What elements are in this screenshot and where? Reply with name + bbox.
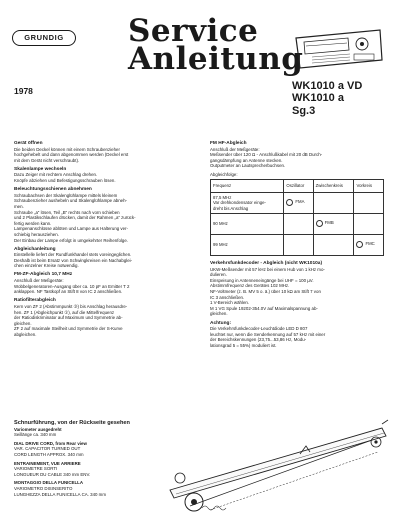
text-line: Dazu Zeiger mit rechtem Anschlag drehen. — [14, 172, 98, 178]
text-line: Schraubenzieher aushebeln und Skalenglühlampe abneh- — [14, 198, 128, 204]
alignment-point — [316, 220, 334, 227]
text-line: gleichen. — [210, 311, 228, 317]
alignment-point — [356, 241, 374, 248]
text-line: Die beiden Deckel können mit einem Schraubenzieher — [14, 146, 120, 152]
table-cell-zw — [313, 235, 354, 256]
section-heading: Abgleichanleitung — [14, 246, 56, 252]
table-row — [211, 193, 384, 214]
model-wk1010a-vd: WK1010 a VD — [292, 80, 363, 92]
traffic-decoder-heading: Verkehrsfunkdecoder - Abgleich (nicht WK1010a) — [210, 261, 323, 267]
dial-cord-length: Seillänge ca. 340 mm — [14, 432, 57, 438]
note-heading: Achtung: — [210, 320, 232, 326]
text-line: Schraubachsen der Skalenglühlampe mittels kleinem — [14, 192, 118, 198]
text-line: 1 V-Bereich wählen. — [210, 300, 250, 306]
alignment-point-icon — [356, 241, 363, 248]
table-title: Abgleichfolge: — [210, 172, 238, 178]
text-line: der Ratiodiskriminator auf Maximum und Symmetrie ab- — [14, 315, 123, 321]
fm-hf-text — [210, 147, 388, 169]
text-line: Kern von ZF 2 (Abstimmpunkt ③) bis Anschlag herausdre- — [14, 303, 128, 309]
section-heading: Skalenlampe wechseln — [14, 166, 67, 172]
translation-heading: DIAL DRIVE CORD, from Rear view — [14, 440, 87, 446]
translation-line: LUNGHEZZA DELLA FUNICELLA CA. 340 mm — [14, 491, 106, 497]
table-header-row — [211, 180, 384, 193]
table-cell-vor — [354, 214, 384, 235]
table-header-cell: Frequenz — [211, 180, 284, 193]
table-cell-frequency: 99 MHz — [211, 235, 284, 256]
text-line: gleichen. — [14, 320, 32, 326]
title-anleitung: Anleitung — [128, 41, 304, 77]
right-text-column — [210, 141, 388, 352]
year-label: 1978 — [14, 86, 33, 96]
text-line: Outputmeter an Lautsprecherbuchsen. — [210, 163, 286, 169]
dial-cord-title: Schnurführung, von der Rückseite gesehen — [14, 420, 130, 426]
text-line: Anschluß der Meßgeräte: — [14, 278, 64, 284]
text-line: Der Einbau der Lampe erfolgt in umgekehrter Reihenfolge. — [14, 237, 128, 243]
grundig-logo: GRUNDIG — [12, 30, 76, 46]
text-line: Lampenanschlüsse ablöten und Lampe aus Halterung ver- — [14, 226, 128, 232]
text-line: chen einzelner Kreise notwendig. — [14, 263, 79, 269]
table-cell-zw — [313, 214, 354, 235]
table-header-cell: Zwischenkreis — [313, 180, 354, 193]
translation-line: VARIOMETRE SORTI — [14, 466, 58, 472]
left-text-column — [14, 141, 200, 341]
section-heading: Beleuchtungsschienen abnehmen — [14, 187, 92, 193]
alignment-point-label: FMA — [295, 199, 305, 205]
table-cell-osc — [284, 235, 313, 256]
translation-heading: ENTRAINEMENT, VUE ARRIERE — [14, 460, 81, 466]
text-line: IC 3 anschließen. — [210, 294, 245, 300]
alignment-point-icon — [316, 220, 323, 227]
alignment-table — [210, 179, 384, 256]
text-line: Schraube „a“ lösen, Teil „B“ rechts nach vorn schieben — [14, 209, 120, 215]
text-section — [14, 298, 200, 337]
text-line: der Bereichskennungen (23,75...53,86 Hz, Modu- — [210, 337, 307, 343]
text-line: ZF 2 auf maximale Steilheit und Symmetrie der S-Kurve — [14, 326, 123, 332]
text-section — [14, 167, 200, 184]
text-line: Knöpfe abziehen und Befestigungsschrauben lösen. — [14, 178, 116, 184]
dial-cord-legend — [14, 421, 164, 497]
text-line: anklappen. NF Tastkopf an Stift 8 von IC 2 anschließen. — [14, 289, 123, 295]
text-line: hochgehebelt und dann abgenommen werden (Deckel erst — [14, 152, 129, 158]
text-line: und 2 Plastikschlaufen drücken, damit der Rahmen „a“ zurück- — [14, 215, 136, 221]
text-line: Anschluß der Meßgeräte: — [210, 146, 260, 152]
text-line: gangsdämpfung an Antenne stecken. — [210, 157, 283, 163]
text-line: hen. ZF 1 (Abgleichpunkt ①), auf die Mittelfrequenz — [14, 309, 115, 315]
text-line: Einspeisung in Antenneneingänge bei UHF = 100 µV. — [210, 277, 314, 283]
text-line: schiebig herausziehen. — [14, 231, 59, 237]
alignment-point-label: FMB — [324, 220, 334, 226]
model-wk1010a: WK1010 a — [292, 92, 344, 104]
section-heading: Ratiofilterabgleich — [14, 298, 56, 304]
table-cell-vor — [354, 193, 384, 214]
text-line: Die Verkehrsfunkdecoder-Leuchtdiode LED D 807 — [210, 326, 308, 332]
translation-line: CORD LENGTH APPROX. 340 mm — [14, 451, 84, 457]
section-heading: Gerät öffnen — [14, 141, 43, 146]
translation-heading: MONTAGGIO DELLA FUNICELLA — [14, 480, 84, 486]
text-line: fertig werden kann. — [14, 220, 52, 226]
text-line: M 1 VG Spule 19202-354.0V auf Maximalspannung ab- — [210, 305, 318, 311]
text-line: Wobbelgeneratoren-Ausgang über ca. 10 pF an Emitter T 2 — [14, 283, 130, 289]
translation-line: LONGUEUR DU CABLE 340 mm ENV. — [14, 471, 91, 477]
text-line: Meßsender über 120 Ω - Anschlußkabel mit 20 dB Durch- — [210, 152, 323, 158]
radio-illustration — [292, 26, 386, 70]
text-line: dulieren. — [210, 272, 227, 278]
table-cell-frequency: 87,5 MHz Var drehkondensator einge- dreht bis Anschlag — [211, 193, 284, 214]
table-row — [211, 235, 384, 256]
table-cell-osc — [284, 193, 313, 214]
text-line: NF-Voltmeter (z. B. MV 5 o. ä.) über 10 kΩ am Stift 7 von — [210, 289, 321, 295]
section-heading: FM-ZF-Abgleich 10,7 MHz — [14, 272, 73, 278]
table-cell-frequency: 90 MHz — [211, 214, 284, 235]
text-line: men. — [14, 203, 24, 209]
alignment-point-label: FMC — [365, 241, 375, 247]
dial-cord-diagram — [150, 418, 394, 514]
alignment-point-icon — [286, 199, 293, 206]
table-header-cell: Oszillator — [284, 180, 313, 193]
fm-hf-heading: FM HF-Abgleich — [210, 141, 247, 146]
title-service: Service — [128, 13, 259, 49]
text-section — [14, 247, 200, 269]
dial-cord-subtitle: Variometer ausgedreht — [14, 426, 62, 432]
table-cell-zw — [313, 193, 354, 214]
text-line: abgleichen. — [14, 331, 37, 337]
note-text — [210, 326, 388, 348]
text-section — [14, 187, 200, 243]
text-line: lationsgrad 5 = 55%) moduliert ist. — [210, 342, 277, 348]
text-section — [14, 272, 200, 294]
table-header-cell: Vorkreis — [354, 180, 384, 193]
translation-line: VAR. CAPACITOR TURNED OUT — [14, 446, 81, 452]
table-row — [211, 214, 384, 235]
text-line: Abstimmfrequenz des Gerätes 102 MHz. — [210, 283, 290, 289]
alignment-point — [286, 199, 304, 206]
text-section — [14, 141, 200, 163]
text-line: leuchtet nur, wenn die Senderkennung auf 57 kHz mit einer — [210, 331, 326, 337]
text-line: Deshalb ist beim Ersatz von Schwingkreisen ein Nachabglei- — [14, 257, 133, 263]
model-sg3: Sg.3 — [292, 105, 316, 117]
table-cell-osc — [284, 214, 313, 235]
table-cell-vor — [354, 235, 384, 256]
translation-line: VARIOMETRO DISINSERITO — [14, 485, 73, 491]
text-line: Einstellelle liefert der Rundfunkhandel stets voreingeglichen. — [14, 252, 132, 258]
translations — [14, 441, 164, 497]
traffic-decoder-text — [210, 267, 388, 317]
text-line: mit dem Gerät nicht verschraubt). — [14, 157, 80, 163]
text-line: UKW-Meßsender mit 57 kHz bei einem Hub von 1 kHz mo- — [210, 266, 325, 272]
